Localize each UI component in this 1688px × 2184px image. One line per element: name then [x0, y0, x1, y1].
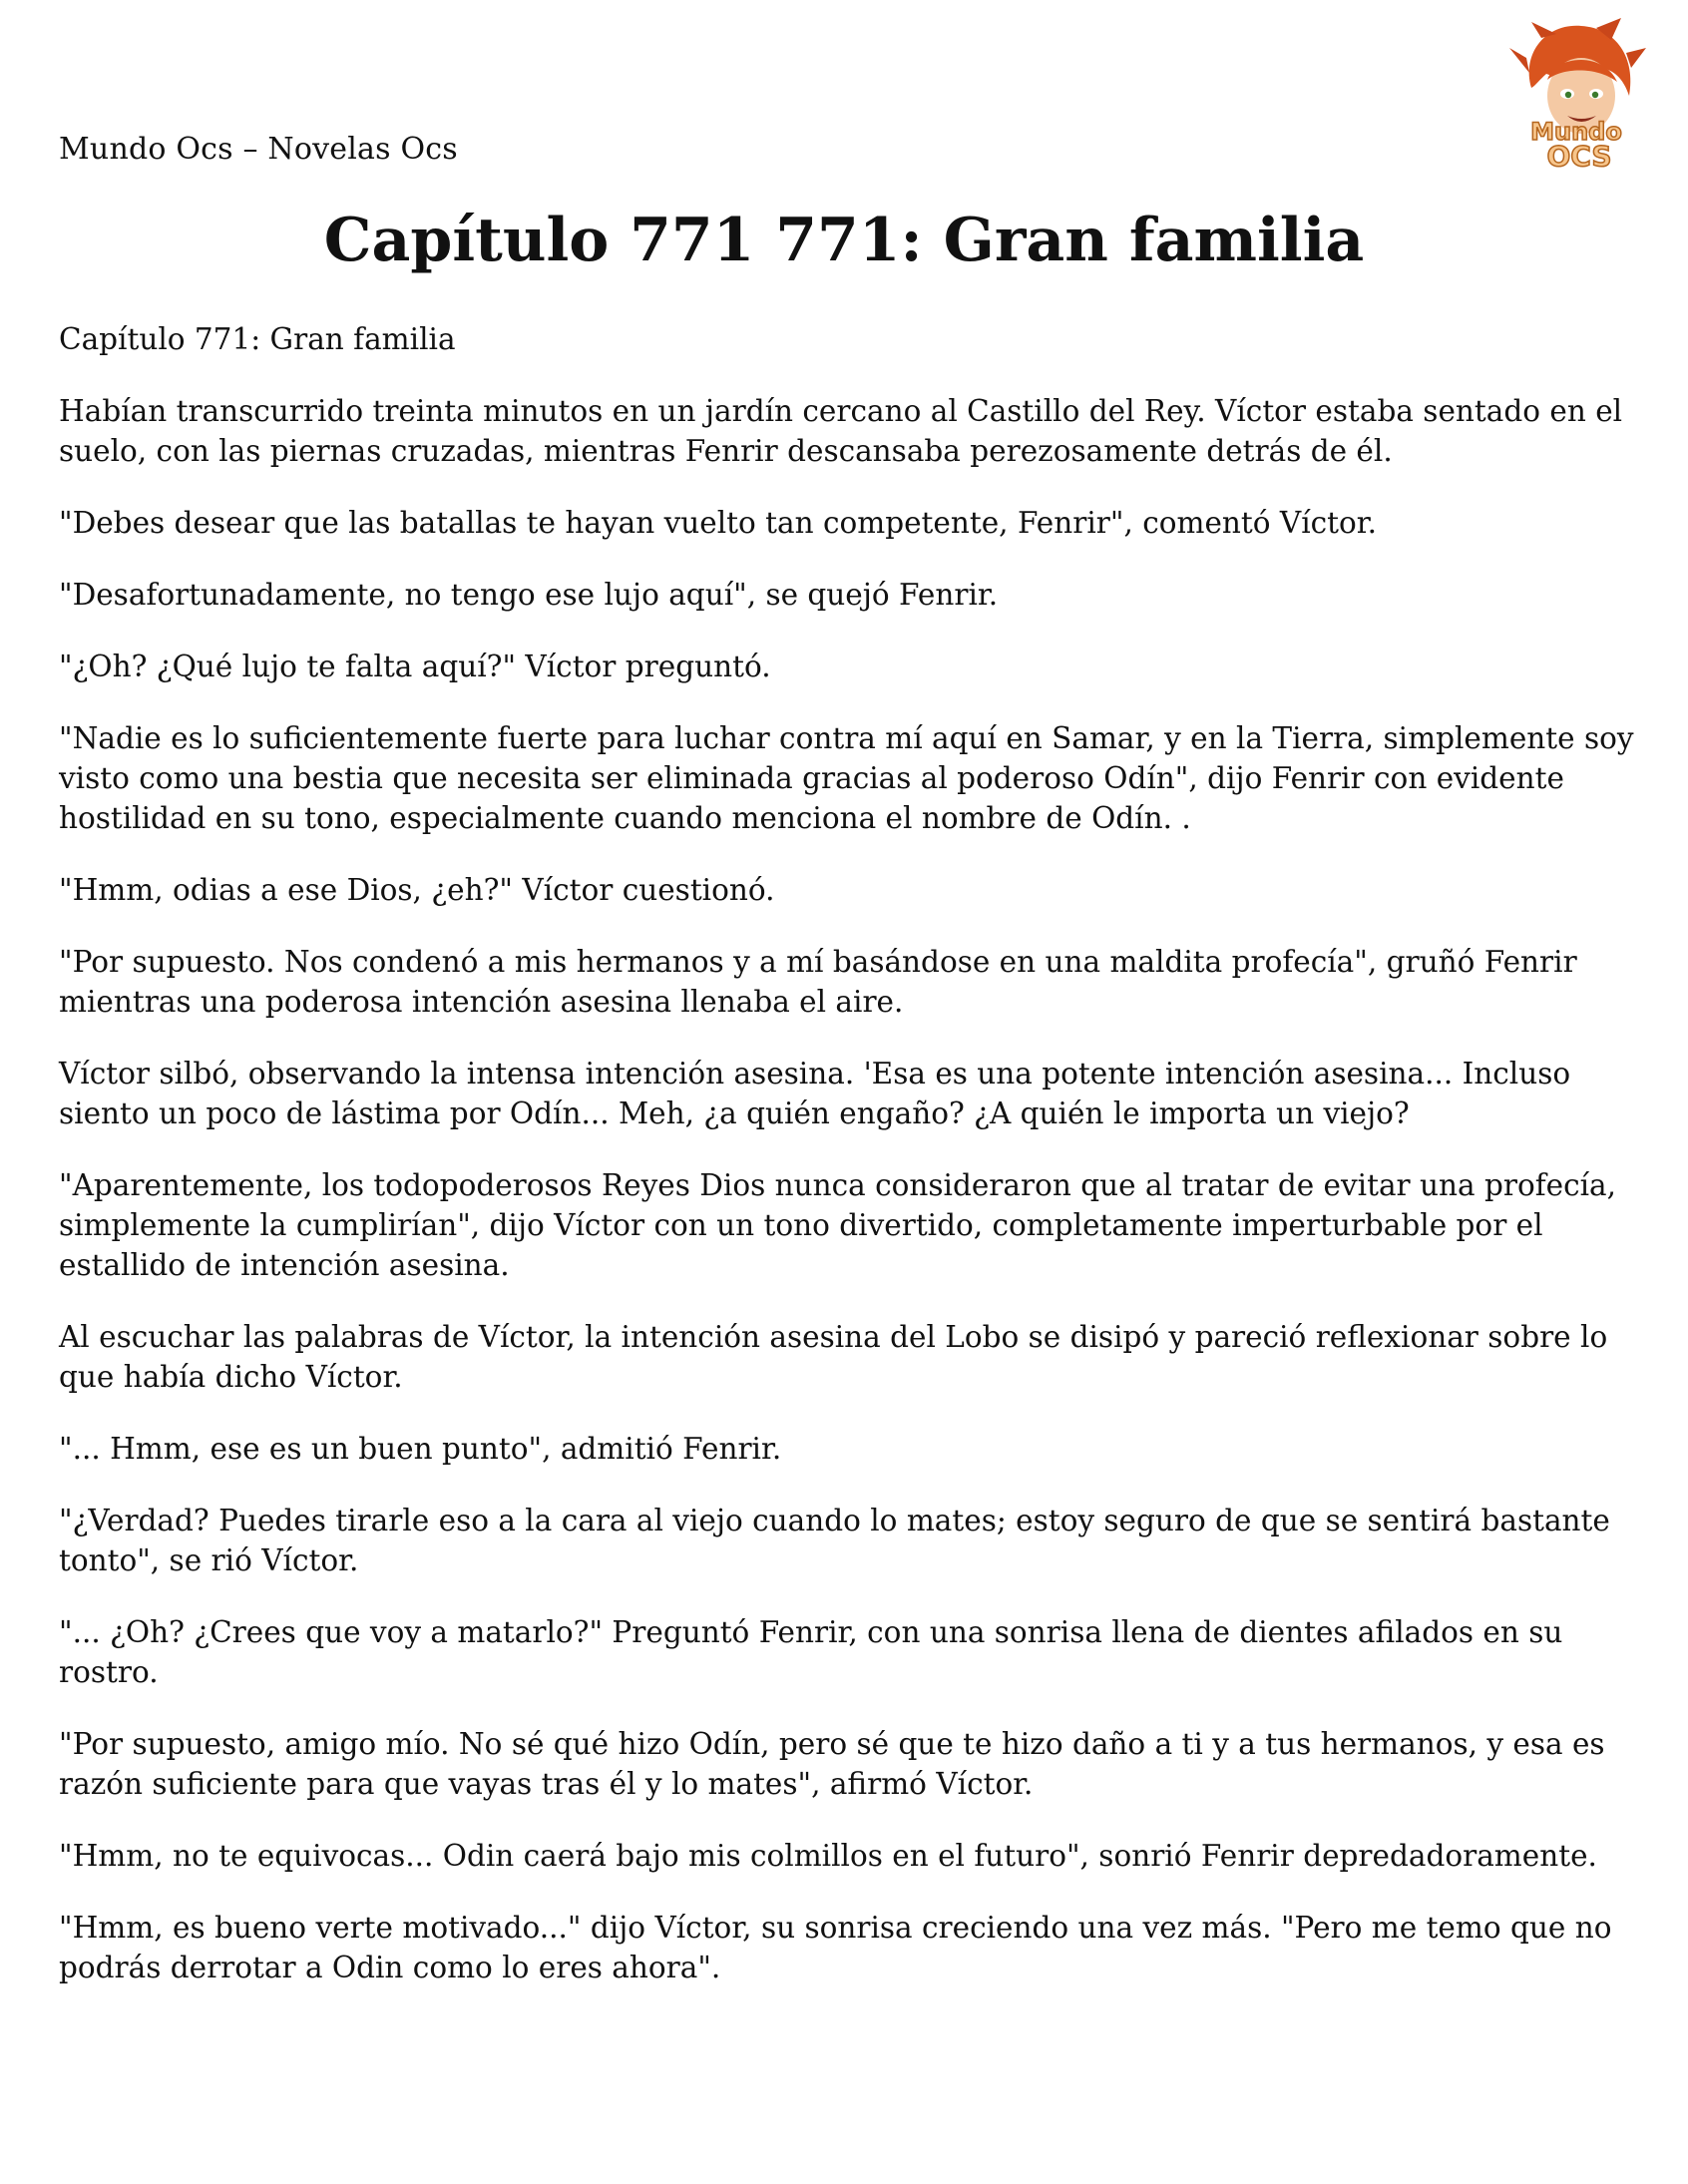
paragraph: "... Hmm, ese es un buen punto", admitió Fenrir.: [59, 1432, 782, 1466]
paragraph: "¿Oh? ¿Qué lujo te falta aquí?" Víctor preguntó.: [59, 650, 771, 683]
paragraph: "Por supuesto, amigo mío. No sé qué hizo Odín, pero sé que te hizo daño a ti y a tus hermanos, y esa es razón suficiente para que vayas tras él y lo mates", afirmó Víctor.: [59, 1727, 1605, 1801]
paragraph: Al escuchar las palabras de Víctor, la intención asesina del Lobo se disipó y pareció reflexionar sobre lo que había dicho Víctor.: [59, 1320, 1608, 1394]
paragraph: "¿Verdad? Puedes tirarle eso a la cara al viejo cuando lo mates; estoy seguro de que se sentirá bastante tonto", se rió Víctor.: [59, 1504, 1610, 1577]
logo-text-bottom: OCS: [1546, 140, 1612, 173]
paragraph: "... ¿Oh? ¿Crees que voy a matarlo?" Preguntó Fenrir, con una sonrisa llena de dientes afilados en su rostro.: [59, 1615, 1563, 1689]
paragraph: "Hmm, odias a ese Dios, ¿eh?" Víctor cuestionó.: [59, 873, 775, 907]
logo-text-top: Mundo: [1530, 118, 1622, 146]
paragraph: "Desafortunadamente, no tengo ese lujo aquí", se quejó Fenrir.: [59, 578, 999, 612]
paragraph: Víctor silbó, observando la intensa intención asesina. 'Esa es una potente intención asesina... Incluso siento un poco de lástima por Odín... Meh, ¿a quién engaño? ¿A quién le importa un viejo?: [59, 1057, 1571, 1130]
paragraph: Habían transcurrido treinta minutos en un jardín cercano al Castillo del Rey. Víctor estaba sentado en el suelo, con las piernas cruzadas, mientras Fenrir descansaba perezosamente detrás de él.: [59, 394, 1623, 468]
chapter-title: Capítulo 771 771: Gran familia: [323, 206, 1365, 275]
chapter-subtitle: Capítulo 771: Gran familia: [59, 322, 456, 356]
paragraph: "Nadie es lo suficientemente fuerte para luchar contra mí aquí en Samar, y en la Tierra, simplemente soy visto como una bestia que necesita ser eliminada gracias al poderoso Odín", dijo Fenrir con evidente hostilidad en su tono, especialmente cuando menciona el nombre de Odín. .: [59, 721, 1634, 835]
mundo-ocs-logo: [1501, 18, 1651, 173]
site-header: Mundo Ocs – Novelas Ocs: [59, 132, 458, 167]
paragraph: "Hmm, es bueno verte motivado..." dijo Víctor, su sonrisa creciendo una vez más. "Pero me temo que no podrás derrotar a Odin como lo eres ahora".: [59, 1911, 1612, 1984]
paragraph: "Hmm, no te equivocas... Odin caerá bajo mis colmillos en el futuro", sonrió Fenrir depredadoramente.: [59, 1839, 1597, 1873]
paragraph: "Aparentemente, los todopoderosos Reyes Dios nunca consideraron que al tratar de evitar una profecía, simplemente la cumplirían", dijo Víctor con un tono divertido, completamente imperturbable por el estallido de intención asesina.: [59, 1168, 1617, 1282]
paragraph: "Por supuesto. Nos condenó a mis hermanos y a mí basándose en una maldita profecía", gruñó Fenrir mientras una poderosa intención asesina llenaba el aire.: [59, 945, 1577, 1019]
paragraph: "Debes desear que las batallas te hayan vuelto tan competente, Fenrir", comentó Víctor.: [59, 506, 1378, 540]
chapter-body: [59, 319, 1645, 2019]
